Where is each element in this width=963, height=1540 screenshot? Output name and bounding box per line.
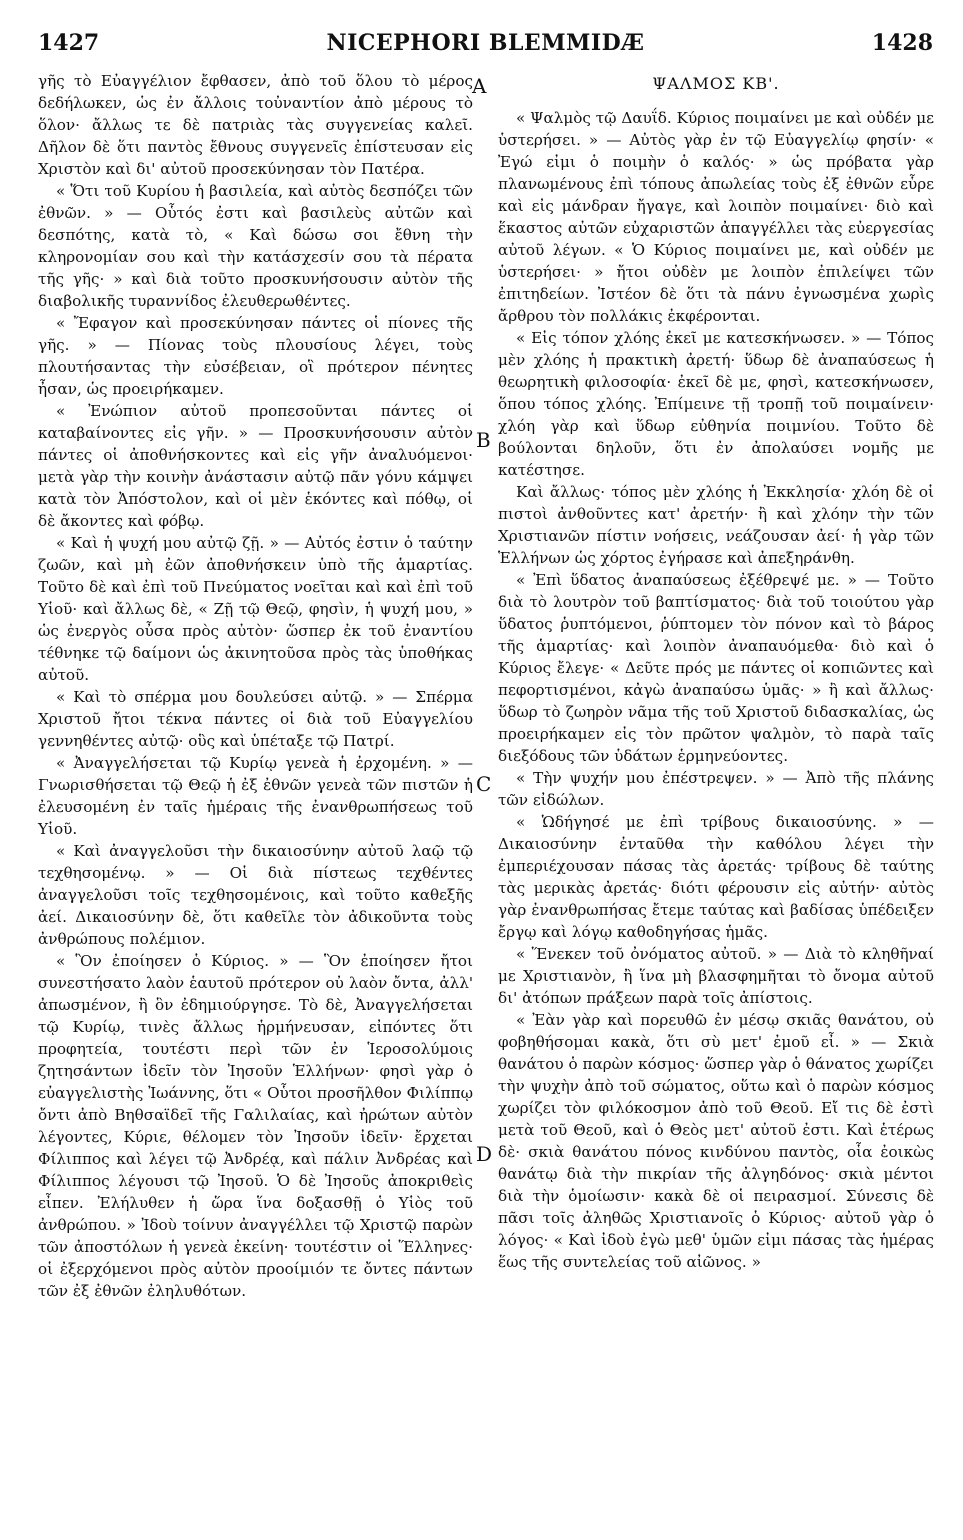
paragraph: « Ἐὰν γὰρ καὶ πορευθῶ ἐν μέσῳ σκιᾶς θανάτου, οὐ φοβηθήσομαι κακὰ, ὅτι σὺ μετ' ἐμοῦ εἶ. » — Σκιὰ θανάτου ὁ παρὼν κόσμος· ὥσπερ γὰρ ὁ θάνατος χωρίζει τὴν ψυχὴν ἀπὸ τοῦ σώματος, οὕτω καὶ ὁ παρὼν κόσμος χωρίζει τὸν φιλόκοσμον ἀπὸ τοῦ Θεοῦ. Εἴ τις δὲ ἐστὶ μετὰ τοῦ Θεοῦ, καὶ ὁ Θεὸς μετ' αὐτοῦ ἐστι. Καὶ ἑτέρως δὲ· σκιὰ θανάτου πόνος κινδύνου παντὸς, οἷα ἐοικὼς θανάτῳ διὰ τὴν πικρίαν τῆς ἀλγηδόνος· σκιὰ μέντοι διὰ τὴν ὁμοίωσιν· κακὰ δὲ οἱ πειρασμοί. Σύνεσις δὲ πᾶσι τοῖς ἀληθῶς Χριστιανοῖς ὁ Κύριος· αὐτοῦ γὰρ ὁ λόγος· « Καὶ ἰδοὺ ἐγὼ μεθ' ὑμῶν εἰμι πάσας τὰς ἡμέρας ἕως τῆς συντελείας τοῦ αἰῶνος. » bbox=[498, 1011, 934, 1271]
paragraph: « Καὶ ἡ ψυχή μου αὐτῷ ζῇ. » — Αὐτός ἐστιν ὁ ταύτην ζωῶν, καὶ μὴ ἐῶν ἀποθνήσκειν ὑπὸ τῆς ἁμαρτίας. Τοῦτο δὲ καὶ ἐπὶ τοῦ Πνεύματος νοεῖται καὶ καὶ ἐπὶ τοῦ Υἱοῦ· καὶ ἄλλως δὲ, « Ζῇ τῷ Θεῷ, φησὶν, ἡ ψυχή μου, » ὡς ἐνεργὸς οὖσα πρὸς αὐτὸν· ὥσπερ ἐκ τοῦ ἐναντίου τέθνηκε τῷ δαίμονι ὡς ἀκινητοῦσα πρὸς τὰς ὑποθήκας αὐτοῦ. bbox=[38, 534, 473, 684]
paragraph: « Τὴν ψυχήν μου ἐπέστρεψεν. » — Ἀπὸ τῆς πλάνης τῶν εἰδώλων. bbox=[498, 769, 934, 809]
margin-letter-a: A bbox=[472, 74, 487, 98]
paragraph: « Ὡδήγησέ με ἐπὶ τρίβους δικαιοσύνης. » — Δικαιοσύνην ἐνταῦθα τὴν καθόλου λέγει τὴν ἐμπεριέχουσαν πάσας τὰς ἀρετάς· τρίβους δὲ ταύτης τὰς μερικὰς ἀρετάς· διότι φέρουσιν εἰς αὐτήν· αὐτὸς γὰρ ἐνανθρωπήσας ἔτεμε ταύτας καὶ βαδίσας ὑπέδειξεν ἔργῳ καὶ λόγῳ καθοδηγήσας ἡμᾶς. bbox=[498, 813, 934, 941]
paragraph: « Καὶ τὸ σπέρμα μου δουλεύσει αὐτῷ. » — Σπέρμα Χριστοῦ ἤτοι τέκνα πάντες οἱ διὰ τοῦ Εὐαγγελίου γεννηθέντες αὐτῷ· οὓς καὶ ὑπέταξε τῷ Πατρί. bbox=[38, 688, 473, 750]
paragraph: γῆς τὸ Εὐαγγέλιον ἔφθασεν, ἀπὸ τοῦ ὅλου τὸ μέρος δεδήλωκεν, ὡς ἐν ἄλλοις τοὐναντίον ἀπὸ μέρους τὸ ὅλον· ἄλλως τε δὲ πατριὰς τὰς συγγενείας καλεῖ. Δῆλον δὲ ὅτι παντὸς ἔθνους συγγενεῖς ἐπίστευσαν εἰς Χριστὸν καὶ δι' αὐτοῦ προσεκύνησαν τὸν Πατέρα. bbox=[38, 72, 473, 178]
page-number-left: 1427 bbox=[38, 30, 100, 56]
paragraph: « Ἔφαγον καὶ προσεκύνησαν πάντες οἱ πίονες τῆς γῆς. » — Πίονας τοὺς πλουσίους λέγει, τοὺς πλουτήσαντας τὴν εὐσέβειαν, οἳ πρότερον πένητες ἦσαν, ὡς προειρήκαμεν. bbox=[38, 314, 473, 398]
paragraph: Καὶ ἄλλως· τόπος μὲν χλόης ἡ Ἐκκλησία· χλόη δὲ οἱ πιστοὶ ἀνθοῦντες κατ' ἀρετήν· ἢ καὶ χλόην τὴν τῶν Χριστιανῶν πίστιν νοήσεις, νεάζουσαν ἀεί· ἡ γὰρ τῶν Ἑλλήνων ὡς χόρτος ἐγήρασε καὶ ἀπεξηράνθη. bbox=[498, 483, 934, 567]
right-column bbox=[498, 70, 934, 1273]
paragraph: « Ἐνώπιον αὐτοῦ προπεσοῦνται πάντες οἱ καταβαίνοντες εἰς γῆν. » — Προσκυνήσουσιν αὐτὸν πάντες οἱ ἀποθνήσκοντες καὶ εἰς γῆν ἀναλυόμενοι· μετὰ γὰρ τὴν κοινὴν ἀνάστασιν αὐτῷ πᾶν γόνυ κάμψει κατὰ τὸν Ἀπόστολον, καὶ οἱ μὲν ἑκόντες καὶ πόθῳ, οἱ δὲ ἄκοντες καὶ φόβῳ. bbox=[38, 402, 473, 530]
left-column bbox=[38, 70, 473, 1302]
margin-letter-c: C bbox=[476, 772, 492, 796]
paragraph: « Ὅτι τοῦ Κυρίου ἡ βασιλεία, καὶ αὐτὸς δεσπόζει τῶν ἐθνῶν. » — Οὗτός ἐστι καὶ βασιλεὺς αὐτῶν καὶ δεσπότης, κατὰ τὸ, « Καὶ δώσω σοι ἔθνη τὴν κληρονομίαν σου καὶ τὴν κατάσχεσίν σου τὰ πέρατα τῆς γῆς· » καὶ διὰ τοῦτο προσκυνήσουσιν αὐτὸν τῆς διαβολικῆς τυραννίδος ἐλευθερωθέντες. bbox=[38, 182, 473, 310]
page-header bbox=[38, 30, 933, 60]
paragraph: « Ψαλμὸς τῷ Δαυΐδ. Κύριος ποιμαίνει με καὶ οὐδέν με ὑστερήσει. » — Αὐτὸς γὰρ ἐν τῷ Εὐαγγελίῳ φησίν· « Ἐγώ εἰμι ὁ ποιμὴν ὁ καλός· » ὡς πρόβατα γὰρ πλανωμένους ἐπὶ τόπους ἀπωλείας τοὺς ἐξ ἐθνῶν εὗρε καὶ εἰς μάνδραν ἤγαγε, καὶ λοιπὸν ποιμαίνει· διὸ καὶ ἕκαστος αὐτῶν εὐχαριστῶν ἀπαγγέλλει τὰς εὐεργεσίας αὐτοῦ λέγων. « Ὁ Κύριος ποιμαίνει με, καὶ οὐδέν με ὑστερήσει· » ἤτοι οὐδὲν με λοιπὸν ἐπιλείψει τῶν ἐπιτηδείων. Ἰστέον δὲ ὅτι τὰ πάνυ ἐγνωσμένα χωρὶς ἄρθρου τὸν πολλάκις ἐκφέρονται. bbox=[498, 109, 934, 325]
paragraph: « Ἐπὶ ὕδατος ἀναπαύσεως ἐξέθρεψέ με. » — Τοῦτο διὰ τὸ λουτρὸν τοῦ βαπτίσματος· διὰ τοῦ τοιούτου γὰρ ὕδατος ῥυπτόμενοι, ῥύπτομεν τὸν πόνον καὶ τὸ βάρος τῆς ἁμαρτίας· καὶ λοιπὸν ἀναπαυόμεθα· διὸ καὶ ὁ Κύριος ἔλεγε· « Δεῦτε πρός με πάντες οἱ κοπιῶντες καὶ πεφορτισμένοι, κἀγὼ ἀναπαύσω ὑμᾶς· » ἢ καὶ ἄλλως· ὕδωρ τὸ ζωηρὸν νᾶμα τῆς τοῦ Χριστοῦ διδασκαλίας, ὡς προειρήκαμεν εἰς τὸν πρῶτον ψαλμὸν, τὸ παρὰ ταῖς διεξόδους τῶν ὑδάτων ἑρμηνεύοντες. bbox=[498, 571, 934, 765]
margin-letter-b: B bbox=[476, 428, 491, 452]
paragraph: « Εἰς τόπον χλόης ἐκεῖ με κατεσκήνωσεν. » — Τόπος μὲν χλόης ἡ πρακτικὴ ἀρετή· ὕδωρ δὲ ἀναπαύσεως ἡ θεωρητικὴ φιλοσοφία· ἐκεῖ δὲ με, φησὶ, κατεσκήνωσεν, ὅπου τόπος χλόης. Ἐπίμεινε τῇ τροπῇ τοῦ ποιμαίνειν· χλόη γὰρ καὶ ὕδωρ εὐθηνία ποιμνίου. Τοῦτο δὲ βούλονται δηλοῦν, ὅτι ἐν ἀπολαύσει νομῆς με κατέστησε. bbox=[498, 329, 934, 479]
paragraph: « Ἀναγγελήσεται τῷ Κυρίῳ γενεὰ ἡ ἐρχομένη. » — Γνωρισθήσεται τῷ Θεῷ ἡ ἐξ ἐθνῶν γενεὰ τῶν πιστῶν ἡ ἐλευσομένη ἐν ταῖς ἡμέραις τῆς ἐνανθρωπήσεως τοῦ Υἱοῦ. bbox=[38, 754, 473, 838]
margin-letter-d: D bbox=[476, 1142, 493, 1166]
paragraph: « Ἕνεκεν τοῦ ὀνόματος αὐτοῦ. » — Διὰ τὸ κληθῆναί με Χριστιανὸν, ἢ ἵνα μὴ βλασφημῆται τὸ ὄνομα αὐτοῦ δι' ἀτόπων πράξεων παρὰ τοῖς ἀπίστοις. bbox=[498, 945, 934, 1007]
psalm-heading: ΨΑΛΜΟΣ ΚΒ'. bbox=[652, 74, 780, 93]
running-title: NICEPHORI BLEMMIDÆ bbox=[326, 30, 645, 56]
page-number-right: 1428 bbox=[871, 30, 933, 56]
paragraph: « Ὃν ἐποίησεν ὁ Κύριος. » — Ὃν ἐποίησεν ἤτοι συνεστήσατο λαὸν ἑαυτοῦ πρότερον οὐ λαὸν ὄντα, ἀλλ' ἀπωσμένον, ἢ ὃν ἐδημιούργησε. Τὸ δὲ, Ἀναγγελήσεται τῷ Κυρίῳ, τινὲς ἄλλως ἡρμήνευσαν, εἰπόντες ὅτι προφητεία, τουτέστι περὶ τῶν ἐν Ἱεροσολύμοις ζητησάντων ἰδεῖν τὸν Ἰησοῦν Ἑλλήνων· φησὶ γὰρ ὁ εὐαγγελιστὴς Ἰωάννης, ὅτι « Οὗτοι προσῆλθον Φιλίππῳ ὄντι ἀπὸ Βηθσαϊδεῖ τῆς Γαλιλαίας, καὶ ἠρώτων αὐτὸν λέγοντες, Κύριε, θέλομεν τὸν Ἰησοῦν ἰδεῖν· ἔρχεται Φίλιππος καὶ λέγει τῷ Ἀνδρέᾳ, καὶ πάλιν Ἀνδρέας καὶ Φίλιππος λέγουσι τῷ Ἰησοῦ. Ὁ δὲ Ἰησοῦς ἀποκριθεὶς εἶπεν. Ἐλήλυθεν ἡ ὥρα ἵνα δοξασθῇ ὁ Υἱὸς τοῦ ἀνθρώπου. » Ἰδοὺ τοίνυν ἀναγγέλλει τῷ Χριστῷ παρὼν τῶν ἀποστόλων ἡ γενεὰ ἐκείνη· τουτέστιν οἱ Ἕλληνες· οἱ ἐξερχόμενοι πρὸς αὐτὸν προοίμιόν τε ὄντες πάντων τῶν ἐξ ἐθνῶν ἐληλυθότων. bbox=[38, 952, 473, 1300]
paragraph: « Καὶ ἀναγγελοῦσι τὴν δικαιοσύνην αὐτοῦ λαῷ τῷ τεχθησομένῳ. » — Οἱ διὰ πίστεως τεχθέντες ἀναγγελοῦσι τοῖς τεχθησομένοις, καὶ τοῦτο καθεξῆς ἀεί. Δικαιοσύνην δὲ, ὅτι καθεῖλε τὸν ἀδικοῦντα τοὺς ἀνθρώπους πολέμιον. bbox=[38, 842, 473, 948]
